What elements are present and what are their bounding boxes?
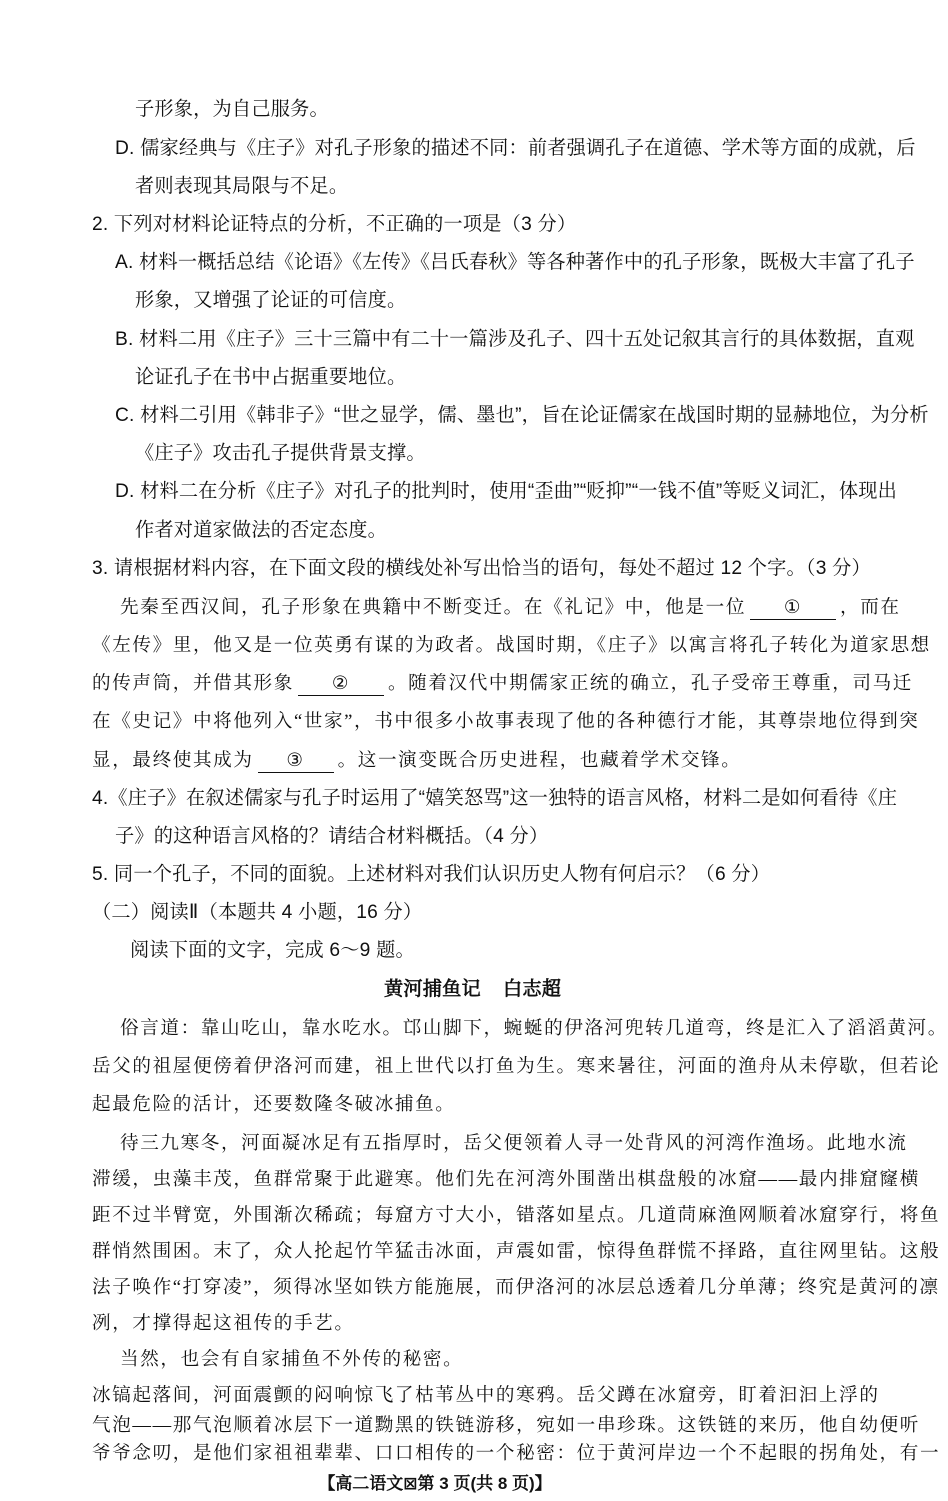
- q3-text: ，而在: [840, 597, 901, 618]
- q3-passage-line: [120, 595, 901, 621]
- q3-text: 显，最终使其成为: [92, 750, 254, 771]
- q3-passage-line: 在《史记》中将他列入“世家”，书中很多小故事表现了他的各种德行才能，其尊崇地位得到突: [92, 711, 920, 732]
- text-line: 论证孔子在书中占据重要地位。: [135, 367, 407, 388]
- text-line: 子形象，为自己服务。: [135, 99, 329, 120]
- story-line: 待三九寒冬，河面凝冰足有五指厚时，岳父便领着人寻一处背风的河湾作渔场。此地水流: [120, 1133, 908, 1154]
- blank-3[interactable]: ③: [258, 748, 334, 773]
- section-heading: （二）阅读Ⅱ（本题共 4 小题，16 分）: [92, 902, 423, 923]
- text-line: 子》的这种语言风格的？请结合材料概括。（4 分）: [115, 826, 549, 847]
- text-line: 作者对道家做法的否定态度。: [135, 520, 388, 541]
- story-line: 距不过半臂宽，外围渐次稀疏；每窟方寸大小，错落如星点。几道茼麻渔网顺着冰窟穿行，将鱼: [92, 1205, 941, 1226]
- question-3: 3. 请根据材料内容，在下面文段的横线处补写出恰当的语句，每处不超过 12 个字。（3 分）: [92, 558, 871, 579]
- story-title-text: 黄河捕鱼记: [384, 979, 481, 1000]
- instruction: 阅读下面的文字，完成 6～9 题。: [130, 940, 415, 961]
- blank-1[interactable]: ①: [750, 595, 836, 620]
- option-b-line: B. 材料二用《庄子》三十三篇中有二十一篇涉及孔子、四十五处记叙其言行的具体数据，直观: [115, 329, 915, 350]
- text-line: 者则表现其局限与不足。: [135, 176, 349, 197]
- story-line: 俗言道：靠山吃山，靠水吃水。邙山脚下，蜿蜒的伊洛河兜转几道弯，终是汇入了滔滔黄河。: [120, 1018, 948, 1039]
- option-c-line: C. 材料二引用《韩非子》“世之显学，儒、墨也”，旨在论证儒家在战国时期的显赫地位，为分析: [115, 405, 929, 426]
- story-line: 岳父的祖屋便傍着伊洛河而建，祖上世代以打鱼为生。寒来暑往，河面的渔舟从未停歇，但若论: [92, 1056, 941, 1077]
- question-5: 5. 同一个孔子，不同的面貌。上述材料对我们认识历史人物有何启示？（6 分）: [92, 864, 771, 885]
- story-line: 起最危险的活计，还要数隆冬破冰捕鱼。: [92, 1094, 456, 1115]
- question-4: 4.《庄子》在叙述儒家与孔子时运用了“嬉笑怒骂”这一独特的语言风格，材料二是如何看待《庄: [92, 788, 898, 809]
- story-line: 爷爷念叨，是他们家祖祖辈辈、口口相传的一个秘密：位于黄河岸边一个不起眼的拐角处，有一: [92, 1443, 941, 1464]
- story-line: 当然，也会有自家捕鱼不外传的秘密。: [120, 1349, 464, 1370]
- blank-2[interactable]: ②: [298, 671, 384, 696]
- page-footer: 【高二语文⊠第 3 页(共 8 页)】: [318, 1474, 552, 1493]
- option-a-line: A. 材料一概括总结《论语》《左传》《吕氏春秋》等各种著作中的孔子形象，既极大丰富了孔子: [115, 252, 915, 273]
- text-line: 形象，又增强了论证的可信度。: [135, 290, 407, 311]
- story-title: [384, 977, 561, 1003]
- q3-text: 。随着汉代中期儒家正统的确立，孔子受帝王尊重，司马迁: [387, 673, 913, 694]
- q3-text: 先秦至西汉间，孔子形象在典籍中不断变迁。在《礼记》中，他是一位: [120, 597, 747, 618]
- story-line: 冰镐起落间，河面震颤的闷响惊飞了枯苇丛中的寒鸦。岳父蹲在冰窟旁，盯着汩汩上浮的: [92, 1385, 880, 1406]
- q3-passage-line: [92, 671, 913, 697]
- question-2: 2. 下列对材料论证特点的分析，不正确的一项是（3 分）: [92, 214, 577, 235]
- q3-passage-line: [92, 748, 741, 774]
- story-line: 法子唤作“打穿凌”，须得冰坚如铁方能施展，而伊洛河的冰层总透着几分单薄；终究是黄河的凛: [92, 1277, 940, 1298]
- q3-passage-line: 《左传》里，他又是一位英勇有谋的为政者。战国时期，《庄子》以寓言将孔子转化为道家思想: [92, 635, 931, 656]
- q3-text: 。这一演变既合历史进程，也藏着学术交锋。: [337, 750, 742, 771]
- option-d-line: D. 儒家经典与《庄子》对孔子形象的描述不同：前者强调孔子在道德、学术等方面的成就，后: [115, 138, 916, 159]
- story-line: 群悄然围困。末了，众人抡起竹竿猛击冰面，声震如雷，惊得鱼群慌不择路，直往网里钻。这般: [92, 1241, 941, 1262]
- story-line: 气泡——那气泡顺着冰层下一道黝黑的铁链游移，宛如一串珍珠。这铁链的来历，他自幼便听: [92, 1415, 920, 1436]
- q3-text: 的传声筒，并借其形象: [92, 673, 294, 694]
- text-line: 《庄子》攻击孔子提供背景支撑。: [135, 443, 426, 464]
- option-d-line: D. 材料二在分析《庄子》对孔子的批判时，使用“歪曲”“贬抑”“一钱不值”等贬义词汇，体现出: [115, 481, 897, 502]
- story-author: 白志超: [502, 979, 562, 1000]
- story-line: 滞缓，虫藻丰茂，鱼群常聚于此避寒。他们先在河湾外围凿出棋盘般的冰窟——最内排窟窿横: [92, 1169, 920, 1190]
- story-line: 冽，才撑得起这祖传的手艺。: [92, 1313, 355, 1334]
